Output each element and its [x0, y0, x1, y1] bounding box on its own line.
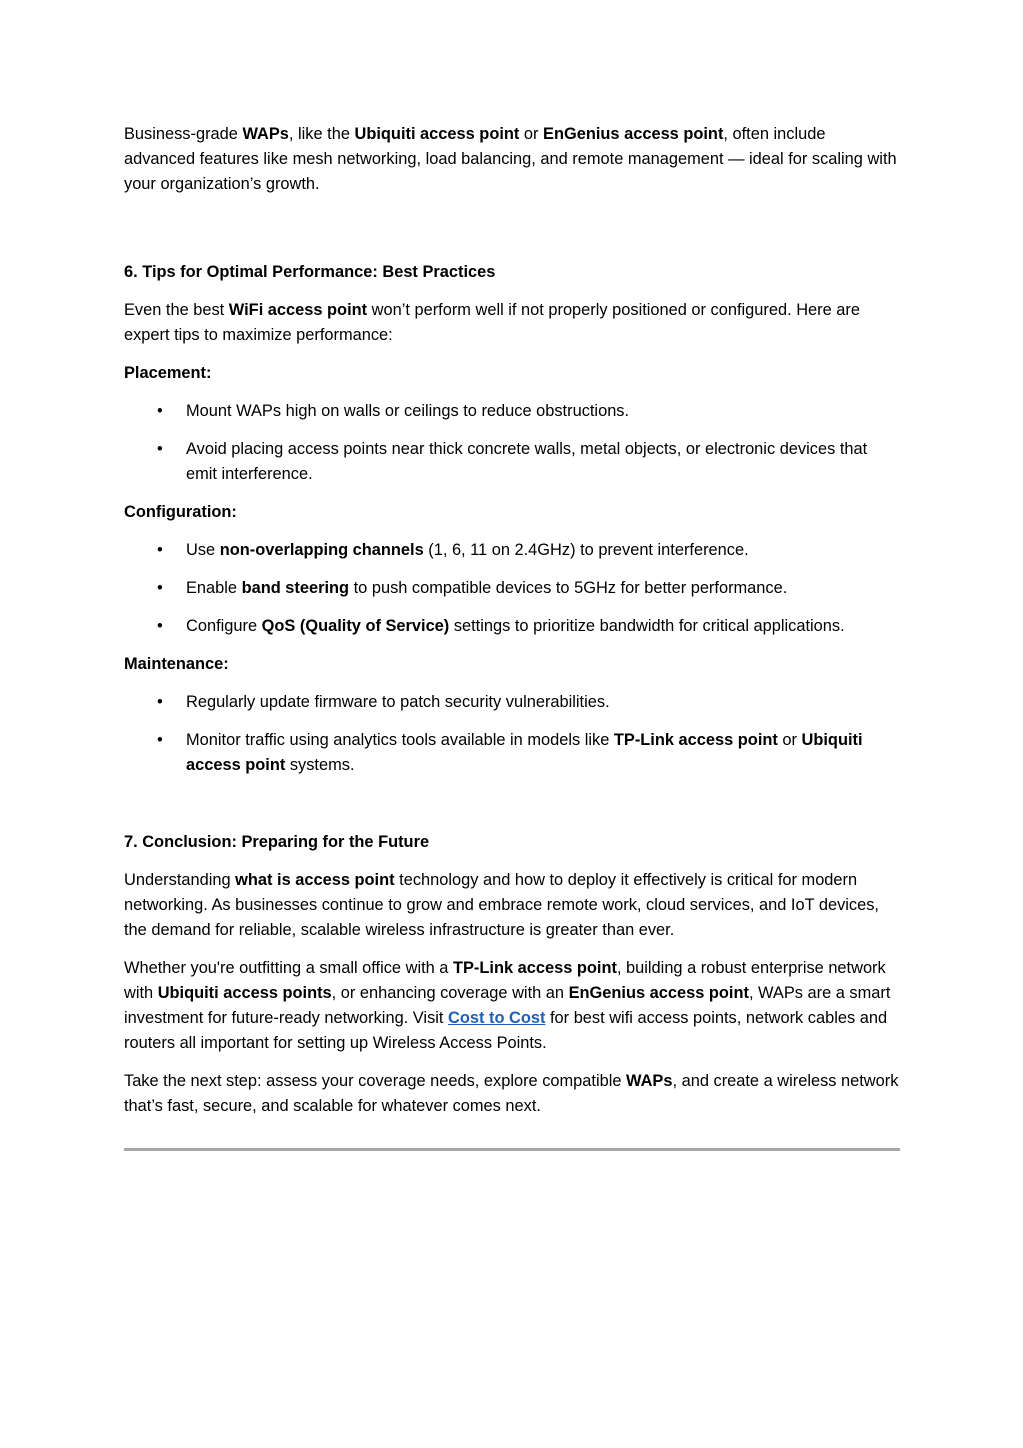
horizontal-divider: [124, 1148, 900, 1151]
list-item: [124, 399, 900, 424]
bold-term: EnGenius access point: [568, 984, 749, 1002]
bold-term: QoS (Quality of Service): [261, 617, 450, 635]
text-span: , building a robust enterprise network with: [124, 959, 886, 1002]
text-span: Enable: [186, 579, 242, 597]
text-span: Mount WAPs high on walls or ceilings to reduce obstructions.: [186, 402, 630, 420]
text-span: Business-grade: [124, 125, 243, 143]
configuration-label: Configuration:: [124, 503, 237, 521]
conclusion-paragraph-3: [124, 1069, 900, 1119]
text-span: , like the: [288, 125, 355, 143]
text-span: Even the best: [124, 301, 229, 319]
text-span: Whether you're outfitting a small office with a: [124, 959, 453, 977]
text-span: or: [519, 125, 544, 143]
cost-to-cost-link[interactable]: Cost to Cost: [448, 1009, 546, 1027]
text-span: for best wifi access points, network cables and routers all important for setting up Wireless Access Points.: [124, 1009, 888, 1052]
text-span: Regularly update firmware to patch security vulnerabilities.: [186, 693, 610, 711]
section-6-heading: 6. Tips for Optimal Performance: Best Practices: [124, 263, 496, 281]
list-item: [124, 728, 900, 778]
text-span: or: [777, 731, 802, 749]
bold-term: TP-Link access point: [613, 731, 778, 749]
conclusion-paragraph-1: [124, 868, 900, 943]
text-span: Take the next step: assess your coverage needs, explore compatible: [124, 1072, 627, 1090]
bold-term: WAPs: [626, 1072, 673, 1090]
maintenance-list: [124, 690, 900, 778]
text-span: Use: [186, 541, 220, 559]
list-item: [124, 614, 900, 639]
text-span: Configure: [186, 617, 262, 635]
text-span: technology and how to deploy it effectively is critical for modern networking. As businesses continue to grow and embrace remote work, cloud services, and IoT devices, the demand for reliable, scalable wireless infrastructure is greater than ever.: [124, 871, 879, 939]
placement-label: Placement:: [124, 364, 212, 382]
bullet-icon: •: [157, 617, 163, 635]
conclusion-paragraph-2: [124, 956, 900, 1056]
placement-list: [124, 399, 900, 487]
bullet-icon: •: [157, 402, 163, 420]
bold-term: non-overlapping channels: [219, 541, 424, 559]
bold-term: Ubiquiti access point: [186, 731, 863, 774]
bullet-icon: •: [157, 579, 163, 597]
bold-term: WAPs: [242, 125, 289, 143]
bullet-icon: •: [157, 693, 163, 711]
text-span: , and create a wireless network that’s fast, secure, and scalable for whatever comes next.: [124, 1072, 899, 1115]
intro-paragraph: [124, 122, 900, 197]
list-item: [124, 576, 900, 601]
text-span: Monitor traffic using analytics tools available in models like: [186, 731, 614, 749]
list-item: [124, 538, 900, 563]
document-page: [124, 122, 900, 1132]
bold-term: TP-Link access point: [452, 959, 617, 977]
bullet-icon: •: [157, 440, 163, 458]
text-span: to push compatible devices to 5GHz for better performance.: [349, 579, 788, 597]
bold-term: what is access point: [235, 871, 395, 889]
bullet-icon: •: [157, 541, 163, 559]
text-span: Understanding: [124, 871, 236, 889]
section-6-intro: [124, 298, 900, 348]
bold-term: WiFi access point: [228, 301, 368, 319]
section-7-heading: 7. Conclusion: Preparing for the Future: [124, 833, 430, 851]
bold-term: EnGenius access point: [543, 125, 724, 143]
text-span: , often include advanced features like mesh networking, load balancing, and remote management — ideal for scaling with your organization’s growth.: [124, 125, 897, 193]
configuration-list: [124, 538, 900, 639]
text-span: settings to prioritize bandwidth for critical applications.: [449, 617, 845, 635]
text-span: , or enhancing coverage with an: [331, 984, 569, 1002]
bold-term: band steering: [241, 579, 350, 597]
list-item: [124, 690, 900, 715]
maintenance-label: Maintenance:: [124, 655, 229, 673]
bullet-icon: •: [157, 731, 163, 749]
bold-term: Ubiquiti access points: [157, 984, 332, 1002]
text-span: won’t perform well if not properly positioned or configured. Here are expert tips to maximize performance:: [124, 301, 860, 344]
text-span: , WAPs are a smart investment for future-ready networking. Visit: [124, 984, 891, 1027]
text-span: (1, 6, 11 on 2.4GHz) to prevent interference.: [423, 541, 749, 559]
bold-term: Ubiquiti access point: [354, 125, 520, 143]
text-span: Avoid placing access points near thick concrete walls, metal objects, or electronic devices that emit interference.: [186, 440, 868, 483]
text-span: systems.: [285, 756, 355, 774]
list-item: [124, 437, 900, 487]
